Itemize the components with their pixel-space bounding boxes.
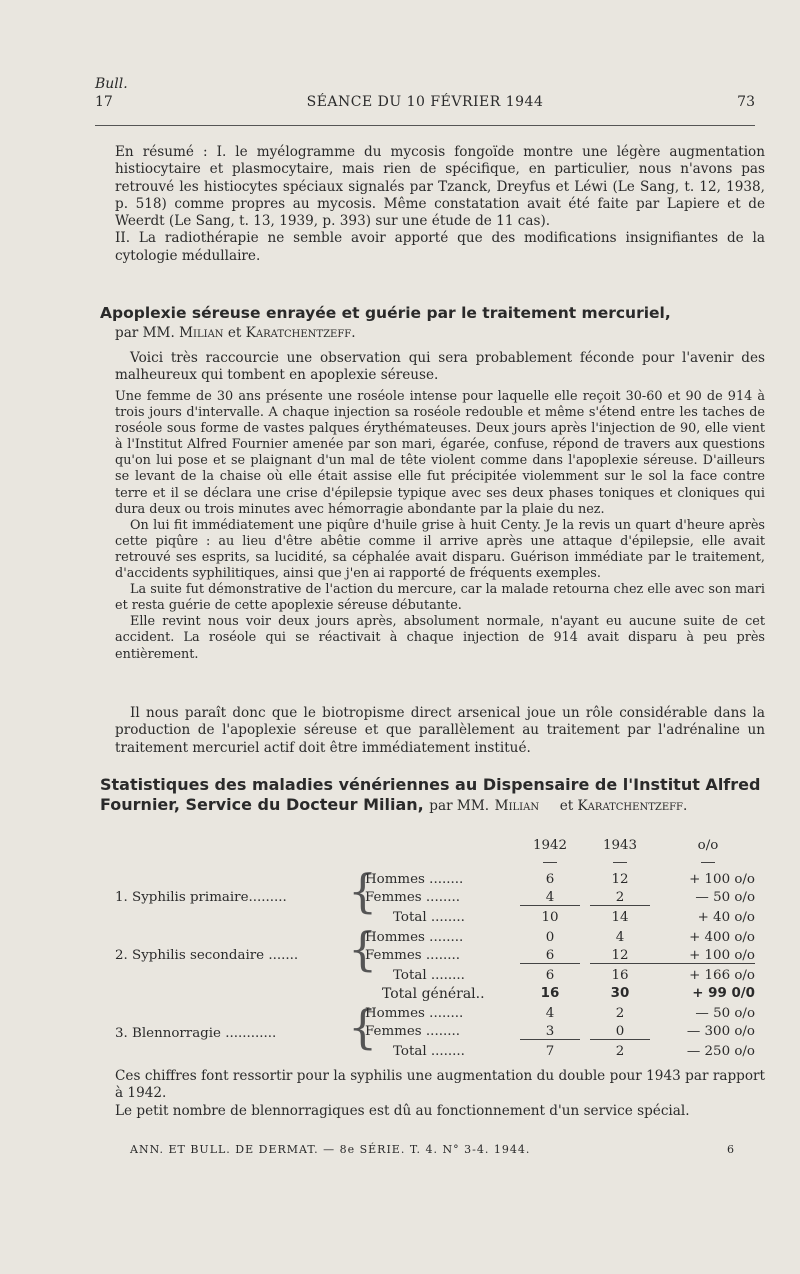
authors-and: et bbox=[227, 325, 242, 341]
column-rule bbox=[701, 862, 715, 863]
closing-paragraph-1: Ces chiffres font ressortir pour la syphilis une augmentation du double pour 1943 par rapport à 1942. bbox=[115, 1068, 765, 1102]
brace: { bbox=[348, 1000, 378, 1054]
cell-percent: — 300 o/o bbox=[686, 1024, 755, 1039]
closing-paragraph-2: Le petit nombre de blennorragiques est dû au fonctionnement d'un service spécial. bbox=[115, 1102, 690, 1119]
cell-1942: 6 bbox=[520, 948, 580, 964]
group-label-blennorragie: 3. Blennorragie ............ bbox=[115, 1026, 277, 1041]
cell-1943: 2 bbox=[615, 1044, 625, 1059]
header-rule bbox=[95, 125, 755, 126]
row-label: Total ........ bbox=[393, 910, 465, 925]
grand-total-percent: + 99 0/0 bbox=[692, 986, 755, 1001]
cell-1942: 4 bbox=[520, 890, 580, 906]
stats-closing bbox=[115, 1068, 765, 1120]
column-header-percent: o/o bbox=[697, 838, 719, 853]
row-label: Femmes ........ bbox=[365, 1024, 460, 1039]
grand-total-label: Total général.. bbox=[382, 986, 485, 1002]
case-paragraph-1: Une femme de 30 ans présente une roséole intense pour laquelle elle reçoit 30-60 et 90 de 914 à trois jours d'intervalle. A chaque injection sa roséole redouble et même s'étend entre les taches de roséole sous forme de vastes palques érythémateuses. Deux jours après l'injection de 90, elle vient à l'Institut Alfred Fournier amenée par son mari, égarée, confuse, répond de travers aux questions qu'on lui pose et se plaignant d'un mal de tête violent comme dans l'apoplexie séreuse. D'ailleurs se levant de la chaise où elle était assise elle fut précipitée violemment sur le sol la face contre terre et il se déclara une crise d'épilepsie typique avec ses deux phases toniques et cloniques qui dura deux ou trois minutes avec hémorragie abondante par la plaie du nez. bbox=[115, 389, 765, 517]
journal-citation: ANN. ET BULL. DE DERMAT. — 8e SÉRIE. T. 4. N° 3-4. 1944. bbox=[130, 1143, 531, 1156]
group-label-syphilis-secondaire: 2. Syphilis secondaire ....... bbox=[115, 948, 299, 963]
stats-authors-and: et bbox=[559, 798, 574, 814]
cell-percent: + 400 o/o bbox=[689, 930, 755, 945]
cell-percent: — 50 o/o bbox=[695, 890, 755, 905]
stats-author-karatchentzeff: Karatchentzeff. bbox=[577, 798, 688, 814]
left-number: 17 bbox=[95, 94, 113, 110]
authors-prefix: par MM. bbox=[115, 325, 175, 341]
column-header-1942: 1942 bbox=[532, 838, 568, 853]
intro-paragraph: Voici très raccourcie une observation qui sera probablement féconde pour l'avenir des malheureux qui tombent en apoplexie séreuse. bbox=[115, 350, 765, 384]
cell-percent: — 50 o/o bbox=[695, 1006, 755, 1021]
case-paragraph-2: On lui fit immédiatement une piqûre d'huile grise à huit Centy. Je la revis un quart d'heure après cette piqûre : au lieu d'être abêtie comme il arrive après une attaque d'épilepsie, elle avait retrouvé ses esprits, sa lucidité, sa céphalée avait disparu. Guérison immédiate par le traitement, d'accidents syphilitiques, ainsi que j'en ai rapporté de fréquents exemples. bbox=[115, 517, 765, 582]
row-label: Hommes ........ bbox=[365, 930, 464, 945]
row-label: Total ........ bbox=[393, 1044, 465, 1059]
row-label: Femmes ........ bbox=[365, 948, 460, 963]
brace: { bbox=[348, 922, 378, 976]
row-label: Hommes ........ bbox=[365, 872, 464, 887]
row-label: Total ........ bbox=[393, 968, 465, 983]
footer bbox=[130, 1143, 735, 1156]
cell-1943: 0 bbox=[590, 1024, 650, 1040]
cell-1943: 4 bbox=[615, 930, 625, 945]
brace: { bbox=[348, 864, 378, 918]
case-paragraph-4: Elle revint nous voir deux jours après, absolument normale, n'ayant eu aucune suite de cet accident. La roséole qui se réactivait à chaque injection de 914 avait disparu à peu près entièrement. bbox=[115, 614, 765, 662]
cell-percent: — 250 o/o bbox=[686, 1044, 755, 1059]
cell-1943: 2 bbox=[615, 1006, 625, 1021]
cell-1942: 3 bbox=[520, 1024, 580, 1040]
grand-total-1942: 16 bbox=[540, 986, 560, 1001]
conclusion-paragraph: Il nous paraît donc que le biotropisme direct arsenical joue un rôle considérable dans la production de l'apoplexie séreuse et que parallèlement au traitement par l'adrénaline un traitement mercuriel actif doit être immédiatement institué. bbox=[115, 705, 765, 756]
cell-1943: 12 bbox=[590, 948, 650, 964]
row-label: Hommes ........ bbox=[365, 1006, 464, 1021]
running-head bbox=[95, 94, 755, 116]
row-label: Femmes ........ bbox=[365, 890, 460, 905]
resume-section bbox=[115, 144, 765, 265]
cell-1942: 6 bbox=[545, 872, 555, 887]
cell-percent: + 100 o/o bbox=[689, 872, 755, 887]
column-rule bbox=[543, 862, 557, 863]
resume-paragraph-1: En résumé : I. le myélogramme du mycosis fongoïde montre une légère augmentation histiocytaire et plasmocytaire, mais rien de spécifique, en particulier, nous n'avons pas retrouvé les histiocytes spéciaux signalés par Tzanck, Dreyfus et Léwi (Le Sang, t. 12, 1938, p. 518) comme propres au mycosis. Même constatation avait été faite par Lapiere et de Weerdt (Le Sang, t. 13, 1939, p. 393) sur une étude de 11 cas). bbox=[115, 144, 765, 230]
resume-paragraph-2: II. La radiothérapie ne semble avoir apporté que des modifications insignifiantes de la cytologie médullaire. bbox=[115, 230, 765, 264]
group-label-syphilis-primaire: 1. Syphilis primaire......... bbox=[115, 890, 287, 905]
cell-1942: 7 bbox=[545, 1044, 555, 1059]
author-milian: Milian bbox=[179, 325, 224, 341]
cell-1942: 4 bbox=[545, 1006, 555, 1021]
page-number: 73 bbox=[737, 94, 755, 110]
cell-1942: 0 bbox=[545, 930, 555, 945]
author-karatchentzeff: Karatchentzeff. bbox=[245, 325, 356, 341]
cell-1942: 6 bbox=[545, 968, 555, 983]
apoplexie-title-text: Apoplexie séreuse enrayée et guérie par le traitement mercuriel, bbox=[100, 304, 671, 322]
apoplexie-article-title bbox=[100, 303, 770, 343]
stats-title-text: Statistiques des maladies vénériennes au Dispensaire de l'Institut Alfred Fournier, Service du Docteur Milian, bbox=[100, 775, 761, 814]
session-title: SÉANCE DU 10 FÉVRIER 1944 bbox=[306, 94, 544, 110]
apoplexie-case-report bbox=[115, 389, 765, 663]
cell-percent: + 40 o/o bbox=[697, 910, 755, 925]
apoplexie-intro bbox=[115, 350, 765, 385]
apoplexie-authors bbox=[100, 323, 770, 343]
apoplexie-conclusion bbox=[115, 705, 765, 757]
stats-article-title bbox=[100, 775, 770, 816]
stats-author-milian: Milian bbox=[494, 798, 540, 814]
stats-authors-line bbox=[545, 798, 688, 814]
cell-1943: 14 bbox=[611, 910, 629, 925]
bull-label: Bull. bbox=[95, 76, 128, 92]
stats-authors-prefix: par MM. bbox=[429, 798, 490, 814]
column-header-1943: 1943 bbox=[602, 838, 638, 853]
cell-percent: + 166 o/o bbox=[689, 968, 755, 983]
signature-number: 6 bbox=[727, 1143, 735, 1156]
cell-percent: + 100 o/o bbox=[645, 948, 755, 964]
cell-1942: 10 bbox=[541, 910, 559, 925]
grand-total-1943: 30 bbox=[610, 986, 630, 1001]
case-paragraph-3: La suite fut démonstrative de l'action du mercure, car la malade retourna chez elle avec son mari et resta guérie de cette apoplexie séreuse débutante. bbox=[115, 582, 765, 614]
column-rule bbox=[613, 862, 627, 863]
cell-1943: 12 bbox=[611, 872, 629, 887]
cell-1943: 16 bbox=[611, 968, 629, 983]
cell-1943: 2 bbox=[590, 890, 650, 906]
